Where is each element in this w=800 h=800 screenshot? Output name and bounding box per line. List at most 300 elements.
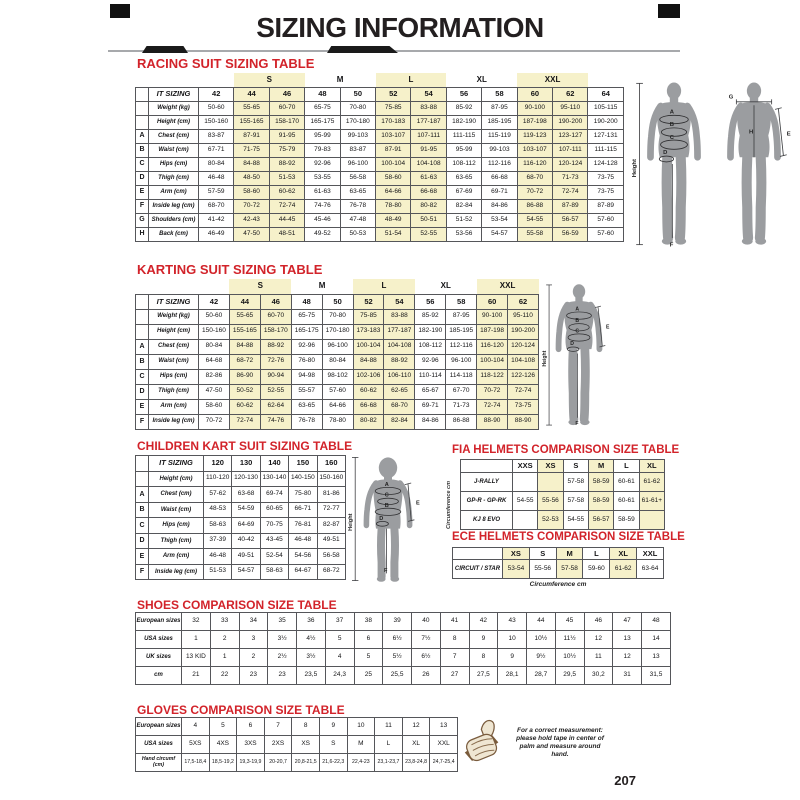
waist-mark-label: C — [384, 492, 389, 499]
column-header: 54 — [411, 87, 446, 101]
row-letter: D — [136, 533, 149, 549]
column-header: 160 — [317, 456, 345, 472]
cell: 9 — [319, 718, 347, 736]
row-letter: G — [136, 213, 149, 227]
size-group-label: S — [229, 279, 291, 294]
cell: 88-92 — [260, 339, 291, 354]
cell: 55-57 — [291, 384, 322, 399]
cell: 91-95 — [411, 143, 446, 157]
column-header: 42 — [199, 294, 230, 309]
cell: 76-78 — [291, 414, 322, 429]
cell: 2 — [239, 649, 268, 667]
table-row — [136, 414, 539, 429]
row-label: Thigh (cm) — [149, 533, 204, 549]
cell: 57-58 — [556, 560, 583, 579]
fia-helmets-table — [460, 459, 665, 530]
cell: 110-114 — [415, 369, 446, 384]
cell: 45-46 — [305, 213, 340, 227]
column-header: 62 — [508, 294, 539, 309]
cell: 1 — [182, 631, 211, 649]
cell: 100-104 — [376, 157, 411, 171]
table-row — [136, 649, 671, 667]
row-label: Hips (cm) — [149, 369, 199, 384]
column-header: 56 — [446, 87, 481, 101]
cell: 84-86 — [482, 199, 517, 213]
table-row — [136, 185, 624, 199]
cell: 87-95 — [446, 309, 477, 324]
column-header: 58 — [482, 87, 517, 101]
cell: 35 — [268, 613, 297, 631]
cell: 108-112 — [415, 339, 446, 354]
cell: 182-190 — [415, 324, 446, 339]
cell: 46-48 — [204, 549, 232, 565]
cell: M — [347, 736, 375, 754]
cell: 13 — [613, 631, 642, 649]
cell: 39 — [383, 613, 412, 631]
cell: 140-150 — [289, 471, 317, 487]
column-header: 140 — [260, 456, 288, 472]
table-row — [136, 487, 346, 503]
table-row — [136, 324, 539, 339]
size-group-label: XL — [415, 279, 477, 294]
cell: 60-70 — [260, 309, 291, 324]
cell: 182-190 — [446, 115, 481, 129]
table-row — [136, 518, 346, 534]
cell: 55-58 — [517, 227, 552, 241]
cell — [639, 511, 664, 530]
cell: 51-53 — [204, 564, 232, 580]
cell: 49-51 — [317, 533, 345, 549]
row-label: Height (cm) — [149, 471, 204, 487]
row-label: USA sizes — [136, 736, 182, 754]
cell: 13 — [430, 718, 458, 736]
cell: 12 — [402, 718, 430, 736]
cell: 37 — [325, 613, 354, 631]
chest-mark-label: A — [575, 306, 580, 313]
cell: 48-49 — [376, 213, 411, 227]
cell: 72-77 — [317, 502, 345, 518]
cell: 58-60 — [234, 185, 269, 199]
cell: 20,8-21,5 — [292, 754, 320, 772]
cell: 53-54 — [482, 213, 517, 227]
row-label: Chest (cm) — [149, 487, 204, 503]
ece-circumference-label: Circumference cm — [529, 581, 587, 588]
cell: 9½ — [527, 649, 556, 667]
cell: 85-92 — [415, 309, 446, 324]
column-header: 50 — [340, 87, 375, 101]
hips-mark-label: C — [669, 134, 675, 141]
size-group-label: XL — [446, 73, 517, 87]
cell: 84-88 — [234, 157, 269, 171]
table-row — [136, 309, 539, 324]
column-header-row — [136, 87, 624, 101]
adult-front-figure — [632, 80, 716, 248]
row-letter: D — [136, 171, 149, 185]
column-header-row — [453, 548, 664, 560]
cell: 59-60 — [583, 560, 610, 579]
row-label: Chest (cm) — [149, 339, 199, 354]
table-row — [136, 471, 346, 487]
column-header: 50 — [322, 294, 353, 309]
table-row — [136, 115, 624, 129]
cell: 46-48 — [289, 533, 317, 549]
column-header: 52 — [376, 87, 411, 101]
column-header: 62 — [553, 87, 588, 101]
cell: 100-104 — [353, 339, 384, 354]
cell: 70-72 — [517, 185, 552, 199]
cell: 111-115 — [446, 129, 481, 143]
table-row — [136, 369, 539, 384]
cell: 68-70 — [199, 199, 234, 213]
size-table — [135, 73, 624, 242]
cell: 10 — [347, 718, 375, 736]
table-row — [136, 613, 671, 631]
cell: 50-60 — [199, 309, 230, 324]
table-row — [136, 143, 624, 157]
gloves-comparison-table — [135, 717, 458, 772]
column-header: 46 — [269, 87, 304, 101]
header-label — [461, 460, 513, 473]
cell: 11½ — [555, 631, 584, 649]
size-table — [135, 612, 671, 685]
header-tab-decoration — [142, 46, 188, 53]
cell: 120-130 — [232, 471, 260, 487]
cell: 52-54 — [260, 549, 288, 565]
cell: 57-60 — [588, 227, 624, 241]
cell: 60-62 — [229, 399, 260, 414]
thigh-mark-label: D — [663, 149, 668, 156]
cell: 76-78 — [340, 199, 375, 213]
cell: 48-53 — [204, 502, 232, 518]
column-header: XXS — [513, 460, 538, 473]
cell: 58-63 — [260, 564, 288, 580]
cell: 72-74 — [508, 384, 539, 399]
cell: 56-59 — [553, 227, 588, 241]
cell: 71-73 — [553, 171, 588, 185]
cell: 73-75 — [588, 185, 624, 199]
cell: 67-70 — [446, 384, 477, 399]
column-header: 60 — [477, 294, 508, 309]
cell: 68-72 — [229, 354, 260, 369]
cell: 4XS — [209, 736, 237, 754]
inside-leg-mark-label: F — [669, 242, 674, 248]
cell: 87-89 — [553, 199, 588, 213]
cell: 31,5 — [642, 667, 671, 685]
inside-leg-mark-label: F — [384, 567, 388, 574]
column-header: XXL — [637, 548, 664, 560]
cell: 5 — [209, 718, 237, 736]
cell: 68-70 — [517, 171, 552, 185]
size-group-label — [588, 73, 624, 87]
cell: 177-187 — [411, 115, 446, 129]
cell: 5 — [354, 649, 383, 667]
cell: 48-50 — [234, 171, 269, 185]
cell: 92-96 — [415, 354, 446, 369]
cell: 31 — [613, 667, 642, 685]
cell: 51-54 — [376, 227, 411, 241]
table-row — [136, 533, 346, 549]
cell: 50-60 — [199, 101, 234, 115]
cell: 104-108 — [384, 339, 415, 354]
cell: 44-45 — [269, 213, 304, 227]
cell: 70-80 — [322, 309, 353, 324]
cell: 187-198 — [517, 115, 552, 129]
cell: 150-160 — [317, 471, 345, 487]
row-letter: B — [136, 143, 149, 157]
cell: 19,3-19,9 — [237, 754, 265, 772]
column-header: 48 — [291, 294, 322, 309]
row-letter: C — [136, 369, 149, 384]
cell: 2XS — [264, 736, 292, 754]
size-group-label: XXL — [477, 279, 539, 294]
table-row — [461, 492, 665, 511]
cell: 14 — [642, 631, 671, 649]
table-row — [136, 736, 458, 754]
row-label: Height (cm) — [149, 115, 199, 129]
row-letter: A — [136, 129, 149, 143]
cell: 57-60 — [322, 384, 353, 399]
cell: 50-51 — [411, 213, 446, 227]
cell: 73-75 — [588, 171, 624, 185]
table-row — [136, 399, 539, 414]
gloves-table-title: GLOVES COMPARISON SIZE TABLE — [137, 703, 345, 717]
cell: 185-195 — [446, 324, 477, 339]
corner-cell — [136, 456, 149, 472]
column-header: M — [556, 548, 583, 560]
row-letter: E — [136, 549, 149, 565]
cell: 21 — [182, 667, 211, 685]
row-label: Hips (cm) — [149, 518, 204, 534]
cell: 86-88 — [446, 414, 477, 429]
cell: 64-66 — [376, 185, 411, 199]
header-label: IT SIZING — [149, 294, 199, 309]
cell: 67-69 — [446, 185, 481, 199]
cell: 70-80 — [340, 101, 375, 115]
row-letter — [136, 115, 149, 129]
cell: 84-88 — [229, 339, 260, 354]
cell: 58-59 — [588, 492, 613, 511]
cell: 92-96 — [305, 157, 340, 171]
cell: 6½ — [412, 649, 441, 667]
table-row — [136, 227, 624, 241]
cell: 27 — [440, 667, 469, 685]
row-letter — [136, 101, 149, 115]
row-letter: F — [136, 414, 149, 429]
children-kart-suit-sizing-table — [135, 455, 346, 580]
cell: 150-160 — [199, 115, 234, 129]
cell: 58-59 — [614, 511, 639, 530]
table-row — [136, 384, 539, 399]
cell: 67-71 — [199, 143, 234, 157]
cell: 190-200 — [588, 115, 624, 129]
cell: 42 — [469, 613, 498, 631]
cell: 54-55 — [517, 213, 552, 227]
cell: 8 — [292, 718, 320, 736]
row-label: Arm (cm) — [149, 185, 199, 199]
cell: 30,2 — [584, 667, 613, 685]
cell: 26 — [412, 667, 441, 685]
cell: 78-80 — [376, 199, 411, 213]
cell: 21,6-22,3 — [319, 754, 347, 772]
cell: 51-52 — [446, 213, 481, 227]
cell — [538, 473, 563, 492]
page-number: 207 — [614, 773, 636, 788]
row-letter: F — [136, 564, 149, 580]
cell: 63-64 — [637, 560, 664, 579]
column-header-row — [136, 456, 346, 472]
table-row — [136, 129, 624, 143]
column-header: S — [563, 460, 588, 473]
cell: 86-88 — [517, 199, 552, 213]
cell: 95-110 — [508, 309, 539, 324]
cell: 3 — [239, 631, 268, 649]
table-row — [461, 511, 665, 530]
cell: 103-107 — [517, 143, 552, 157]
size-group-label — [136, 73, 234, 87]
child-figure — [348, 455, 428, 583]
cell: 65-67 — [415, 384, 446, 399]
row-label: Thigh (cm) — [149, 171, 199, 185]
header-label: IT SIZING — [149, 87, 199, 101]
cell: 73-75 — [508, 399, 539, 414]
cell: 64-66 — [322, 399, 353, 414]
cell: 5XS — [182, 736, 210, 754]
column-header: M — [588, 460, 613, 473]
shoulders-mark-label: G — [728, 94, 734, 101]
cell: 38 — [354, 613, 383, 631]
cell: 61-63 — [411, 171, 446, 185]
size-group-label: M — [291, 279, 353, 294]
cell: 1 — [210, 649, 239, 667]
group-header-row — [136, 279, 539, 294]
cell: 104-108 — [508, 354, 539, 369]
cell: 91-95 — [269, 129, 304, 143]
chest-mark-label: A — [669, 109, 675, 116]
cell: 130-140 — [260, 471, 288, 487]
cell: 36 — [297, 613, 326, 631]
cell: 158-170 — [260, 324, 291, 339]
table-row — [136, 502, 346, 518]
cell: XL — [402, 736, 430, 754]
size-group-label: L — [376, 73, 447, 87]
cell: 71-75 — [234, 143, 269, 157]
cell: 57-58 — [563, 473, 588, 492]
cell: 40-42 — [232, 533, 260, 549]
cell: 48-51 — [269, 227, 304, 241]
cell: 11 — [584, 649, 613, 667]
cell: 56-57 — [553, 213, 588, 227]
cell: XS — [292, 736, 320, 754]
row-label: KJ 8 EVO — [461, 511, 513, 530]
cell: 92-96 — [291, 339, 322, 354]
cell: 58-60 — [199, 399, 230, 414]
cell: 13 KID — [182, 649, 211, 667]
cell: 17,5-18,4 — [182, 754, 210, 772]
cell: 25 — [354, 667, 383, 685]
karting-table-title: KARTING SUIT SIZING TABLE — [137, 262, 323, 277]
cell: 47 — [613, 613, 642, 631]
cell: 23,1-23,7 — [375, 754, 403, 772]
cell: 86-90 — [229, 369, 260, 384]
cell: 187-198 — [477, 324, 508, 339]
cell: 66-68 — [411, 185, 446, 199]
cell: 99-103 — [482, 143, 517, 157]
cell: 2½ — [268, 649, 297, 667]
cell: 63-65 — [340, 185, 375, 199]
cell: 80-84 — [199, 339, 230, 354]
cell: 28,1 — [498, 667, 527, 685]
cell: 116-120 — [517, 157, 552, 171]
height-dimension-label: Height — [542, 350, 549, 367]
cell: 82-84 — [384, 414, 415, 429]
cell: 124-128 — [588, 157, 624, 171]
row-letter: H — [136, 227, 149, 241]
cell: 44 — [527, 613, 556, 631]
cell: 4 — [182, 718, 210, 736]
cell: 49-51 — [232, 549, 260, 565]
row-label: CIRCUIT / STAR — [453, 560, 503, 579]
arm-mark-label: E — [786, 131, 791, 138]
cell: 119-123 — [517, 129, 552, 143]
thumbs-up-hand-icon — [454, 711, 516, 777]
cell: 75-85 — [353, 309, 384, 324]
cell: 60-61 — [614, 492, 639, 511]
cell: 66-68 — [482, 171, 517, 185]
cell: S — [319, 736, 347, 754]
column-header: S — [529, 548, 556, 560]
cell: 13 — [642, 649, 671, 667]
shoes-comparison-table — [135, 612, 671, 685]
cell: 6 — [237, 718, 265, 736]
cell: 106-110 — [384, 369, 415, 384]
cell: 64-68 — [199, 354, 230, 369]
table-row — [136, 171, 624, 185]
cell: 55-65 — [229, 309, 260, 324]
cell: 112-116 — [482, 157, 517, 171]
cell: 115-119 — [482, 129, 517, 143]
arm-mark-label: E — [416, 500, 420, 507]
cell: 56-58 — [340, 171, 375, 185]
cell: 108-112 — [446, 157, 481, 171]
size-group-label: XXL — [517, 73, 588, 87]
header-label: IT SIZING — [149, 456, 204, 472]
cell: 52-55 — [411, 227, 446, 241]
cell: 28,7 — [527, 667, 556, 685]
thigh-mark-label: D — [570, 340, 574, 347]
column-header: 44 — [229, 294, 260, 309]
waist-mark-label: B — [575, 318, 580, 325]
cell: 51-53 — [269, 171, 304, 185]
cell: 94-98 — [291, 369, 322, 384]
row-letter: B — [136, 502, 149, 518]
row-letter: C — [136, 518, 149, 534]
size-group-label: L — [353, 279, 415, 294]
cell: 66-68 — [353, 399, 384, 414]
column-header: XS — [503, 548, 530, 560]
table-row — [453, 560, 664, 579]
cell: 118-122 — [477, 369, 508, 384]
size-group-label: S — [234, 73, 305, 87]
cell: 79-83 — [305, 143, 340, 157]
header-tab-decoration — [327, 46, 398, 53]
cell: 10 — [498, 631, 527, 649]
cell: 5 — [325, 631, 354, 649]
cell: 87-91 — [234, 129, 269, 143]
column-header: 150 — [289, 456, 317, 472]
table-row — [136, 199, 624, 213]
row-letter: C — [136, 157, 149, 171]
column-header: 56 — [415, 294, 446, 309]
